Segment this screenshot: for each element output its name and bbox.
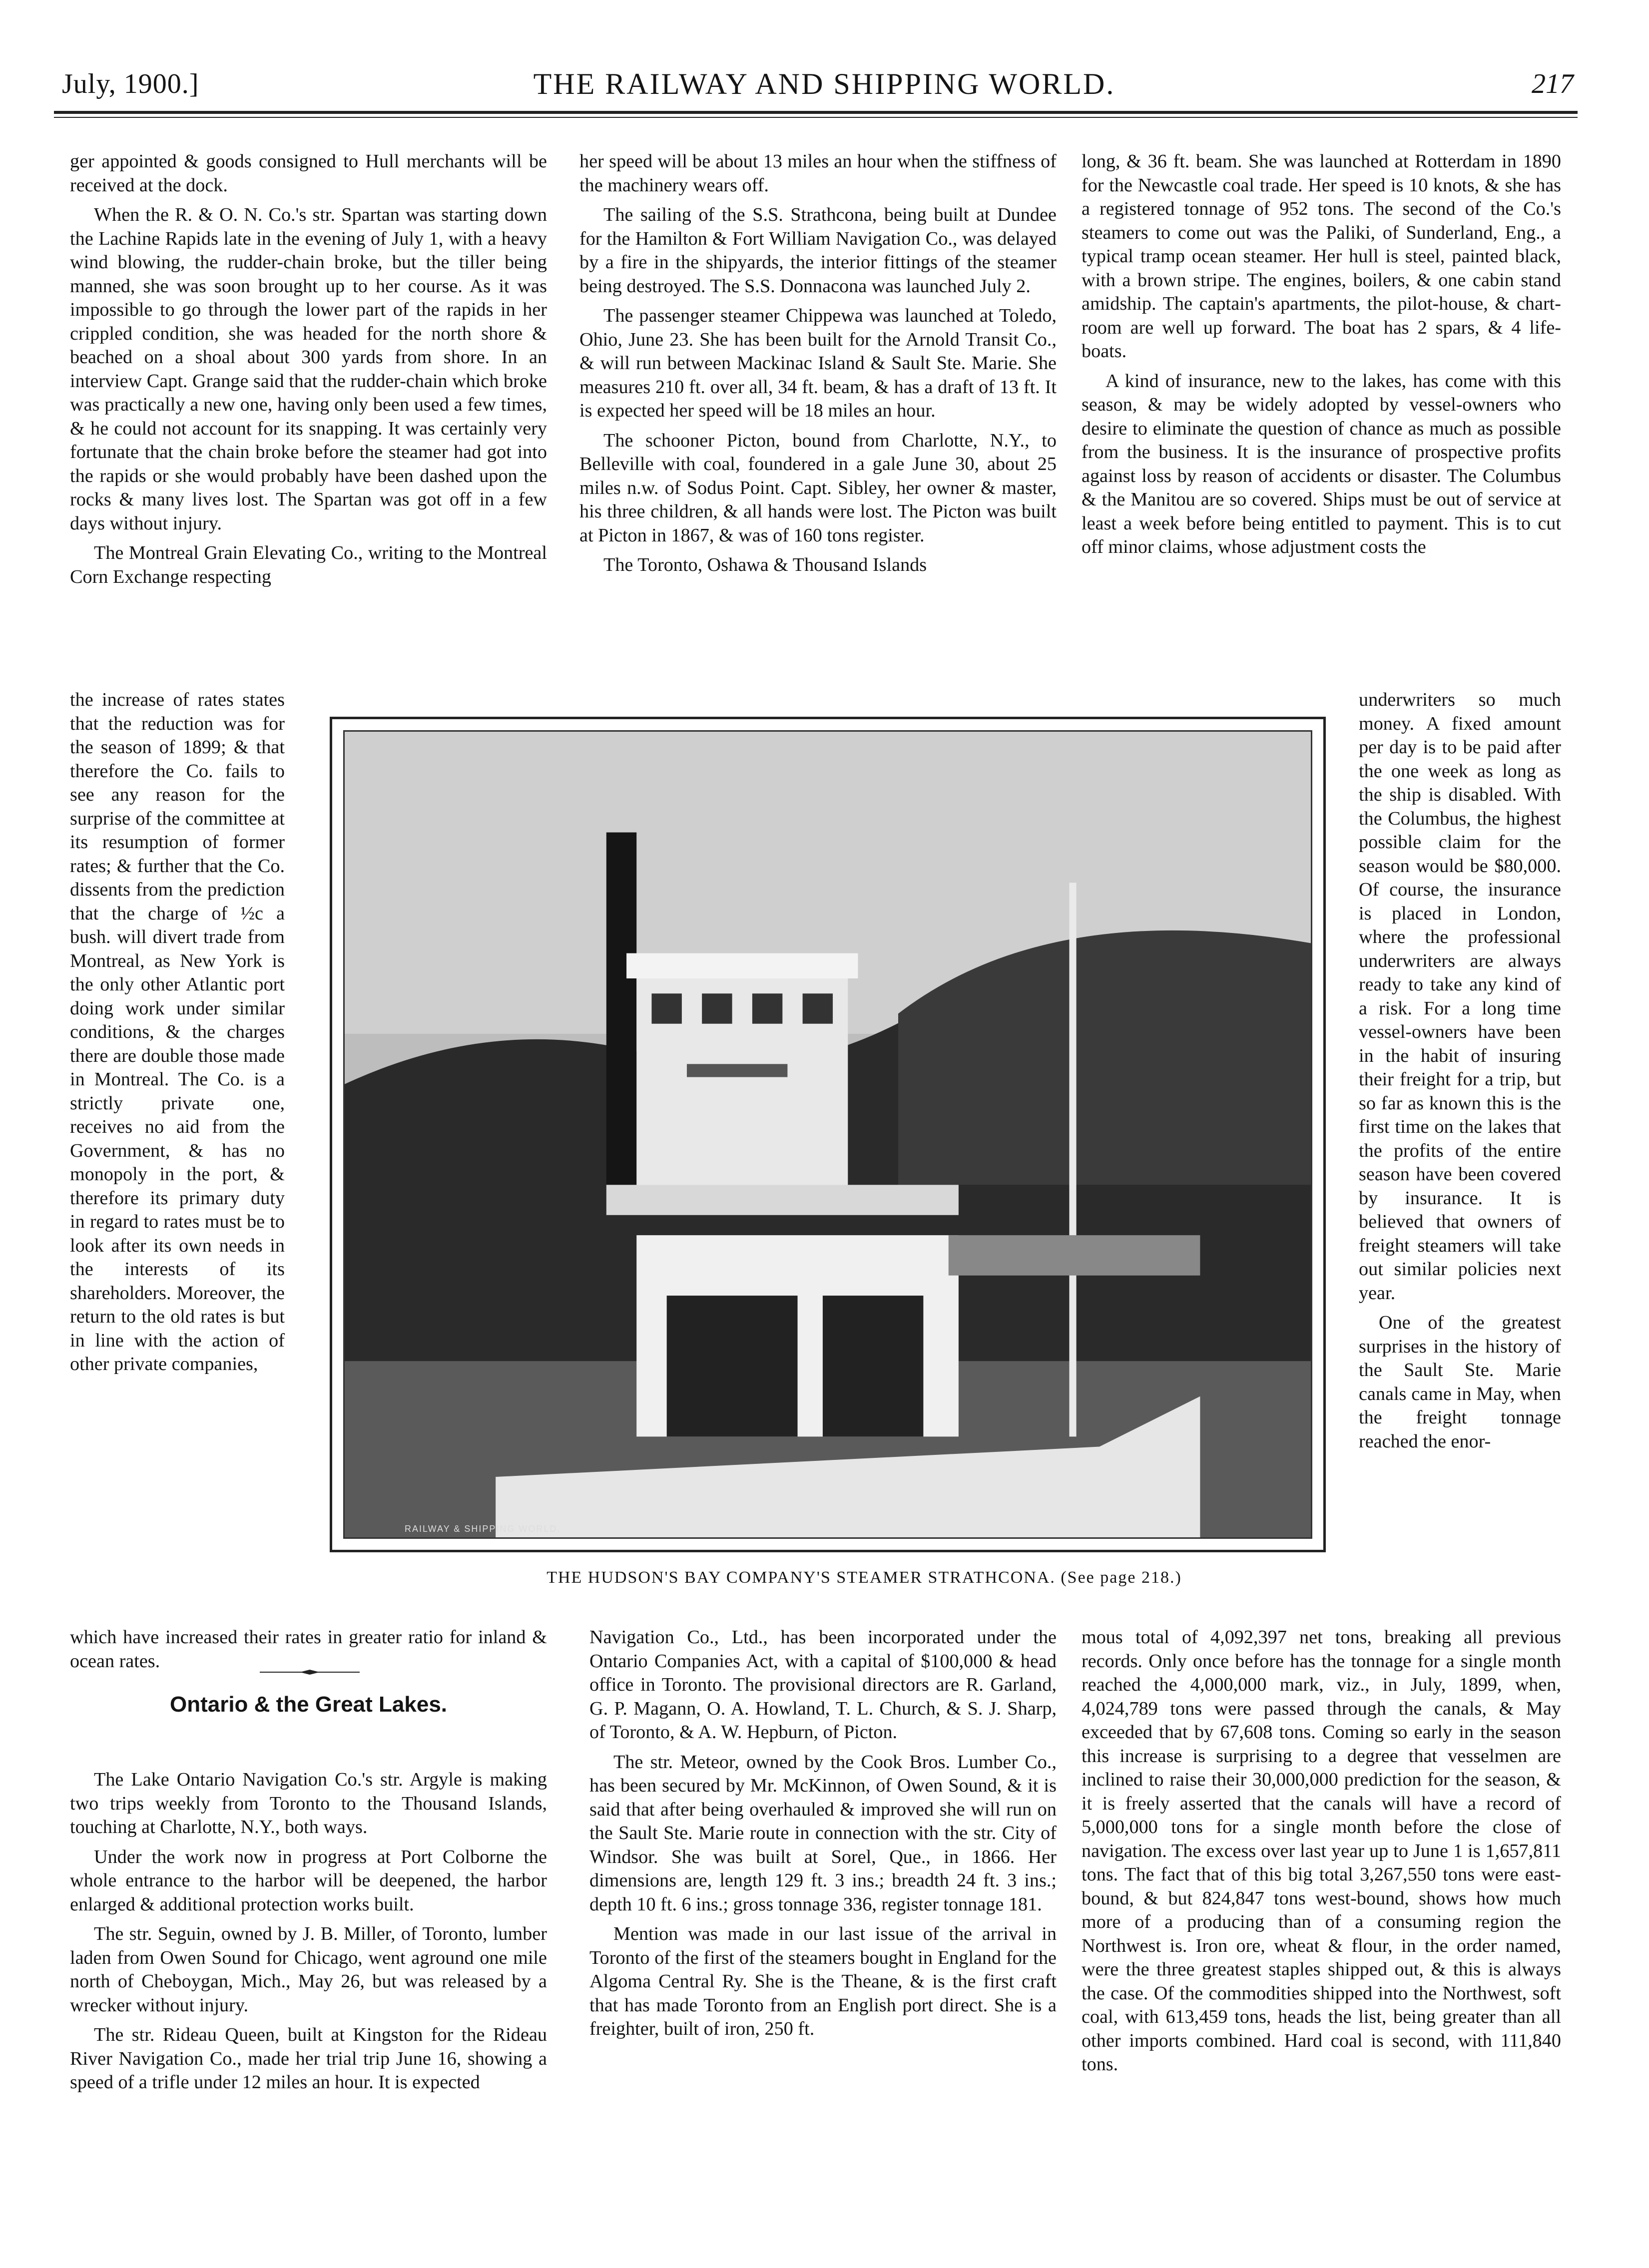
paragraph: Mention was made in our last issue of the arrival in Toronto of the first of the steamers bought in England for the Algoma Central Ry. She is the Theane, & is the first craft that has made Toronto from an English port direct. She is a freighter, built of iron, 250 ft. <box>589 1923 1057 2039</box>
paragraph: long, & 36 ft. beam. She was launched at Rotterdam in 1890 for the Newcastle coal trade. Her speed is 10 knots, & she has a registered tonnage of 952 tons. The second of the Co.'s steamers to come out was the Paliki, of Sunderland, Eng., a typical tramp ocean steamer. Her hull is steel, painted black, with a brown stripe. The engines, boilers, & one cabin stand amidship. The captain's apartments, the pilot-house, & chart-room are well up forward. The boat has 2 spars, & 4 life-boats. <box>1082 151 1561 362</box>
paragraph: The Montreal Grain Elevating Co., writing to the Montreal Corn Exchange respecting <box>70 542 547 587</box>
paragraph: The Toronto, Oshawa & Thousand Islands <box>603 554 927 575</box>
paragraph: her speed will be about 13 miles an hour when the stiffness of the machinery wears off. <box>579 151 1057 196</box>
header-rule <box>54 111 1578 114</box>
paragraph: ger appointed & goods consigned to Hull merchants will be received at the dock. <box>70 151 547 196</box>
paragraph: The sailing of the S.S. Strathcona, being built at Dundee for the Hamilton & Fort William Navigation Co., was delayed by a fire in the shipyards, the interior fittings of the steamer being destroyed. The S.S. Donnacona was launched July 2. <box>579 204 1057 297</box>
section-heading: Ontario & the Great Lakes. <box>169 1692 448 1717</box>
section-ornament <box>260 1669 360 1675</box>
paragraph: which have increased their rates in greater ratio for inland & ocean rates. <box>70 1627 547 1672</box>
column-2-upper <box>579 150 1057 583</box>
page-number: 217 <box>1532 68 1574 99</box>
paragraph: mous total of 4,092,397 net tons, breaking all previous records. Only once before has the tonnage for a single month reached the 4,000,000 mark, viz., in July, 1899, when, 4,024,789 tons were passed through the canals, & May exceeded that by 67,608 tons. Coming so early in the season this increase is surprising to a degree that vesselmen are inclined to raise their 30,000,000 prediction for the season, & it is freely asserted that the canals will have a record of 5,000,000 tons for a single month before the close of navigation. The excess over last year up to June 1 is 1,657,811 tons. The fact that of this big total 3,267,550 tons were east-bound, & but 824,847 tons west-bound, shows how much more of a producing than of a consuming region the Northwest is. Iron ore, wheat & flour, in the order named, were the three greatest staples shipped out, & this is always the case. Of the commodities shipped into the Northwest, soft coal, with 613,459 tons, heads the list, being greater than all other imports combined. Hard coal is second, with 111,840 tons. <box>1082 1627 1561 2075</box>
paragraph: When the R. & O. N. Co.'s str. Spartan was starting down the Lachine Rapids late in the evening of July 1, with a heavy wind blowing, the rudder-chain broke, but the tiller being manned, she was soon brought up to her course. As it was impossible to go through the lower part of the rapids in her crippled condition, she was headed for the north shore & beached on a shoal about 300 yards from shore. In an interview Capt. Grange said that the rudder-chain which broke was practically a new one, having only been used a few times, & he could not account for its snapping. It was certainly very fortunate that the chain broke before the steamer had got into the rapids or she would probably have been dashed upon the rocks & many lives lost. The Spartan was got off in a few days without injury. <box>70 204 547 534</box>
paragraph: A kind of insurance, new to the lakes, has come with this season, & may be widely adopted by vessel-owners who desire to eliminate the question of chance as much as possible from the business. It is the insurance of prospective profits against loss by reason of accidents or disaster. The Columbus & the Manitou are so covered. Ships must be out of service at least a week before being entitled to payment. This is to cut off minor claims, whose adjustment costs the <box>1082 370 1561 557</box>
publication-title: THE RAILWAY AND SHIPPING WORLD. <box>533 67 1115 100</box>
paragraph: The passenger steamer Chippewa was launched at Toledo, Ohio, June 23. She has been built for the Arnold Transit Co., & will run between Mackinac Island & Sault Ste. Marie. She measures 210 ft. over all, 34 ft. beam, & has a draft of 13 ft. It is expected her speed will be 18 miles an hour. <box>579 305 1057 421</box>
column-3-upper <box>1082 150 1561 565</box>
column-1-lower <box>70 1768 547 2101</box>
header-rule-thin <box>54 117 1578 118</box>
paragraph: The str. Meteor, owned by the Cook Bros. Lumber Co., has been secured by Mr. McKinnon, of Owen Sound, & it is said that after being overhauled & improved she will run on the Sault Ste. Marie route in connection with the str. City of Windsor. She was built at Sorel, Que., in 1866. Her dimensions are, length 129 ft. 3 ins.; breadth 24 ft. 3 ins.; depth 10 ft. 6 ins.; gross tonnage 336, register tonnage 181. <box>589 1751 1057 1915</box>
paragraph: The schooner Picton, bound from Charlotte, N.Y., to Belleville with coal, foundered in a gale June 30, about 25 miles n.w. of Sodus Point. Capt. Sibley, her owner & master, his three children, & all hands were lost. The Picton was built at Picton in 1867, & was of 160 tons register. <box>579 430 1057 546</box>
column-1-wide <box>70 1626 547 1673</box>
column-2-lower <box>589 1626 1057 2047</box>
photo-credit: RAILWAY & SHIPPING WORLD. <box>405 1524 561 1534</box>
column-3-lower <box>1082 1626 1561 2083</box>
paragraph: Under the work now in progress at Port Colborne the whole entrance to the harbor will be deepened, the harbor enlarged & additional protection works built. <box>70 1846 547 1915</box>
column-3-narrow <box>1359 688 1561 1459</box>
photo-image <box>343 730 1312 1539</box>
paragraph: One of the greatest surprises in the history of the Sault Ste. Marie canals came in May, when the freight tonnage reached the enor- <box>1359 1312 1561 1452</box>
steamer-illustration <box>345 732 1311 1537</box>
paragraph: The str. Seguin, owned by J. B. Miller, of Toronto, lumber laden from Owen Sound for Chicago, went aground one mile north of Cheboygan, Mich., May 26, but was released by a wrecker without injury. <box>70 1923 547 2016</box>
paragraph: The str. Rideau Queen, built at Kingston for the Rideau River Navigation Co., made her trial trip June 16, showing a speed of a trifle under 12 miles an hour. It is expected <box>70 2024 547 2093</box>
photo-caption: THE HUDSON'S BAY COMPANY'S STEAMER STRATHCONA. (See page 218.) <box>547 1568 1182 1587</box>
issue-date: July, 1900.] <box>62 68 199 99</box>
paragraph: the increase of rates states that the reduction was for the season of 1899; & that therefore the Co. fails to see any reason for the surprise of the committee at its resumption of former rates; & further that the Co. dissents from the prediction that the charge of ½c a bush. will divert trade from Montreal, as New York is the only other Atlantic port doing work under similar conditions, & the charges there are double those made in Montreal. The Co. is a strictly private one, receives no aid from the Government, & has no monopoly in the port, & therefore its primary duty in regard to rates must be to look after its own needs in the interests of its shareholders. Moreover, the return to the old rates is but in line with the action of other private companies, <box>70 689 285 1374</box>
paragraph: Navigation Co., Ltd., has been incorporated under the Ontario Companies Act, with a capital of $100,000 & head office in Toronto. The provisional directors are R. Garland, G. P. Magann, O. A. Howland, T. L. Church, & S. J. Sharp, of Toronto, & A. W. Hepburn, of Picton. <box>589 1627 1057 1743</box>
column-1-upper <box>70 150 547 595</box>
paragraph: The Lake Ontario Navigation Co.'s str. Argyle is making two trips weekly from Toronto to the Thousand Islands, touching at Charlotte, N.Y., both ways. <box>70 1769 547 1837</box>
paragraph: underwriters so much money. A fixed amount per day is to be paid after the one week as long as the ship is disabled. With the Columbus, the highest possible claim for the season would be $80,000. Of course, the insurance is placed in London, where the professional underwriters are always ready to take any kind of a risk. For a long time vessel-owners have been in the habit of insuring their freight for a trip, but so far as known this is the first time on the lakes that the profits of the entire season have been covered by insurance. It is believed that owners of freight steamers will take out similar policies next year. <box>1359 689 1561 1304</box>
steamer-photograph <box>330 717 1326 1552</box>
column-1-narrow <box>70 688 285 1382</box>
